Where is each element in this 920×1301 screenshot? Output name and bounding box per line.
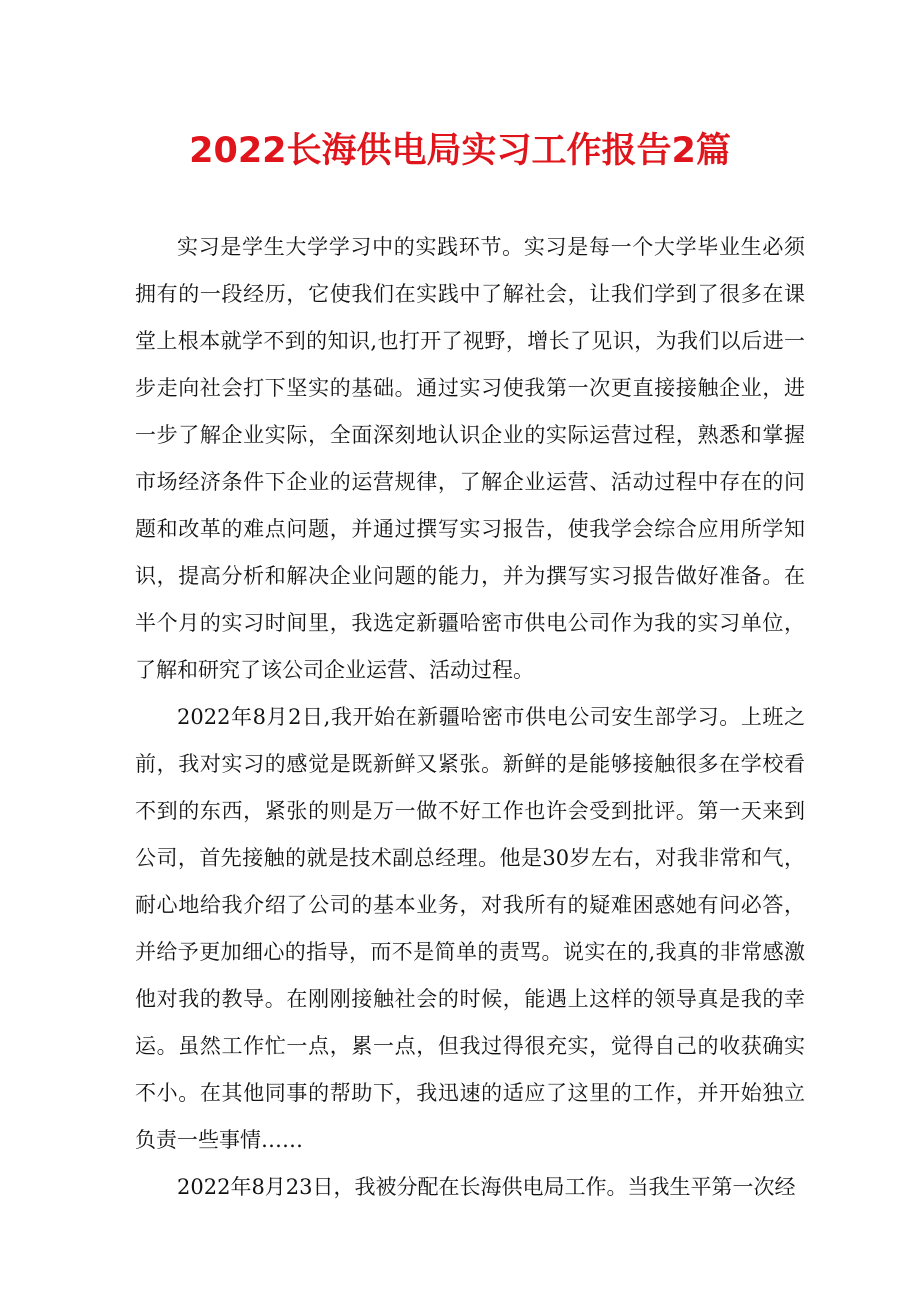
document-title: 2022长海供电局实习工作报告2篇 [189,131,731,171]
paragraph-3: 2022年8月23日，我被分配在长海供电局工作。当我生平第一次经 [177,1175,796,1199]
paragraph-1: 实习是学生大学学习中的实践环节。实习是每一个大学毕业生必须拥有的一段经历，它使我们在实践中了解社会，让我们学到了很多在课堂上根本就学不到的知识,也打开了视野，增长了见识，为我们以后进一步走向社会打下坚实的基础。通过实习使我第一次更直接接触企业，进一步了解企业实际，全面深刻地认识企业的实际运营过程，熟悉和掌握市场经济条件下企业的运营规律，了解企业运营、活动过程中存在的问题和改革的难点问题，并通过撰写实习报告，使我学会综合应用所学知识，提高分析和解决企业问题的能力，并为撰写实习报告做好准备。在半个月的实习时间里，我选定新疆哈密市供电公司作为我的实习单位，了解和研究了该公司企业运营、活动过程。 [135,235,805,682]
paragraph-2: 2022年8月2日,我开始在新疆哈密市供电公司安生部学习。上班之前，我对实习的感觉是既新鲜又紧张。新鲜的是能够接触很多在学校看不到的东西，紧张的则是万一做不好工作也许会受到批评。第一天来到公司，首先接触的就是技术副总经理。他是30岁左右，对我非常和气，耐心地给我介绍了公司的基本业务，对我所有的疑难困惑她有问必答，并给予更加细心的指导，而不是简单的责骂。说实在的,我真的非常感激他对我的教导。在刚刚接触社会的时候，能遇上这样的领导真是我的幸运。虽然工作忙一点，累一点，但我过得很充实，觉得自己的收获确实不小。在其他同事的帮助下，我迅速的适应了这里的工作，并开始独立负责一些事情…… [135,705,805,1152]
document-body [135,224,805,1211]
